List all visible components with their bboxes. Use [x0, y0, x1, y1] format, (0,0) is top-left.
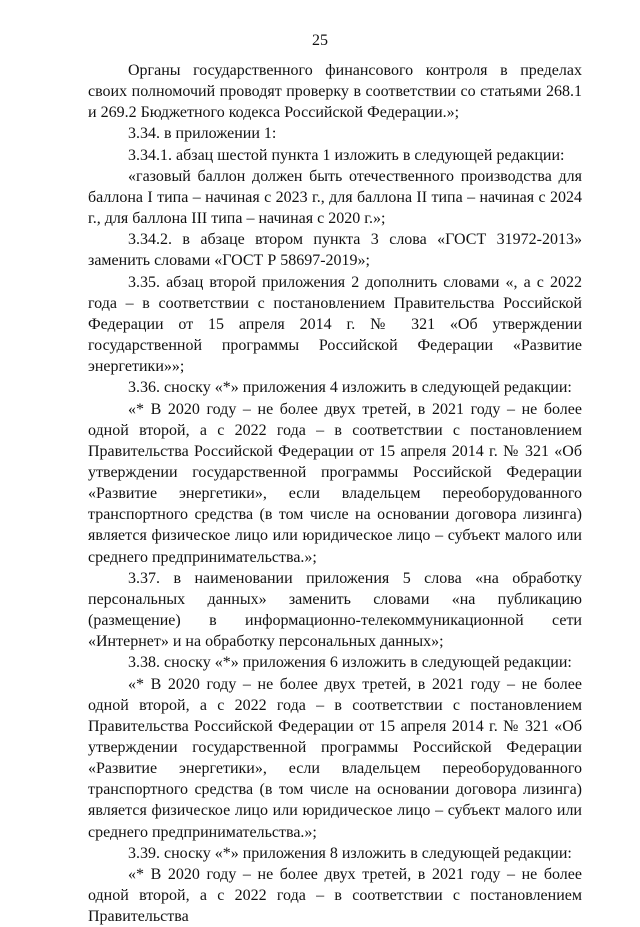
paragraph-3-36: 3.36. сноску «*» приложения 4 изложить в следующей редакции:	[128, 379, 572, 397]
document-body	[88, 60, 582, 927]
paragraph-continuation: Органы государственного финансового контроля в пределах своих полномочий проводят проверку в соответствии со статьями 268.1 и 269.2 Бюджетного кодекса Российской Федерации.»;	[88, 62, 582, 122]
paragraph-3-37: 3.37. в наименовании приложения 5 слова «на обработку персональных данных» заменить словами «на публикацию (размещение) в информационно-телекоммуникационной сети «Интернет» и на обработку персональных данных»;	[88, 569, 582, 651]
paragraph-3-34-1-text: «газовый баллон должен быть отечественного производства для баллона I типа – начиная с 2023 г., для баллона II типа – начиная с 2024 г., для баллона III типа – начиная с 2020 г.»;	[88, 167, 582, 228]
paragraph-3-39: 3.39. сноску «*» приложения 8 изложить в следующей редакции:	[128, 844, 572, 862]
paragraph-3-38: 3.38. сноску «*» приложения 6 изложить в следующей редакции:	[128, 654, 572, 672]
paragraph-3-38-footnote: «* В 2020 году – не более двух третей, в 2021 году – не более одной второй, а с 2022 года – в соответствии с постановлением Правительства Российской Федерации от 15 апреля 2014 г. № 321 «Об утверждении государственной программы Российской Федерации «Развитие энергетики», если владельцем переоборудованного транспортного средства (в том числе на основании договора лизинга) является физическое лицо или юридическое лицо – субъект малого или среднего предпринимательства.»;	[88, 675, 582, 841]
paragraph-3-39-footnote: «* В 2020 году – не более двух третей, в 2021 году – не более одной второй, а с 2022 года – в соответствии с постановлением Правительства	[88, 865, 582, 926]
paragraph-3-35: 3.35. абзац второй приложения 2 дополнить словами «, а с 2022 года – в соответствии с постановлением Правительства Российской Федерации от 15 апреля 2014 г. № 321 «Об утверждении государственной программы Российской Федерации «Развитие энергетики»»;	[88, 273, 582, 376]
page-number: 25	[312, 32, 328, 49]
paragraph-3-34-1: 3.34.1. абзац шестой пункта 1 изложить в следующей редакции:	[128, 146, 565, 164]
paragraph-3-34-2: 3.34.2. в абзаце втором пункта 3 слова «ГОСТ 31972-2013» заменить словами «ГОСТ Р 58697-2019»;	[88, 231, 582, 270]
paragraph-3-36-footnote: «* В 2020 году – не более двух третей, в 2021 году – не более одной второй, а с 2022 года – в соответствии с постановлением Правительства Российской Федерации от 15 апреля 2014 г. № 321 «Об утверждении государственной программы Российской Федерации «Развитие энергетики», если владельцем переоборудованного транспортного средства (в том числе на основании договора лизинга) является физическое лицо или юридическое лицо – субъект малого или среднего предпринимательства.»;	[88, 400, 582, 566]
paragraph-3-34: 3.34. в приложении 1:	[128, 125, 277, 143]
